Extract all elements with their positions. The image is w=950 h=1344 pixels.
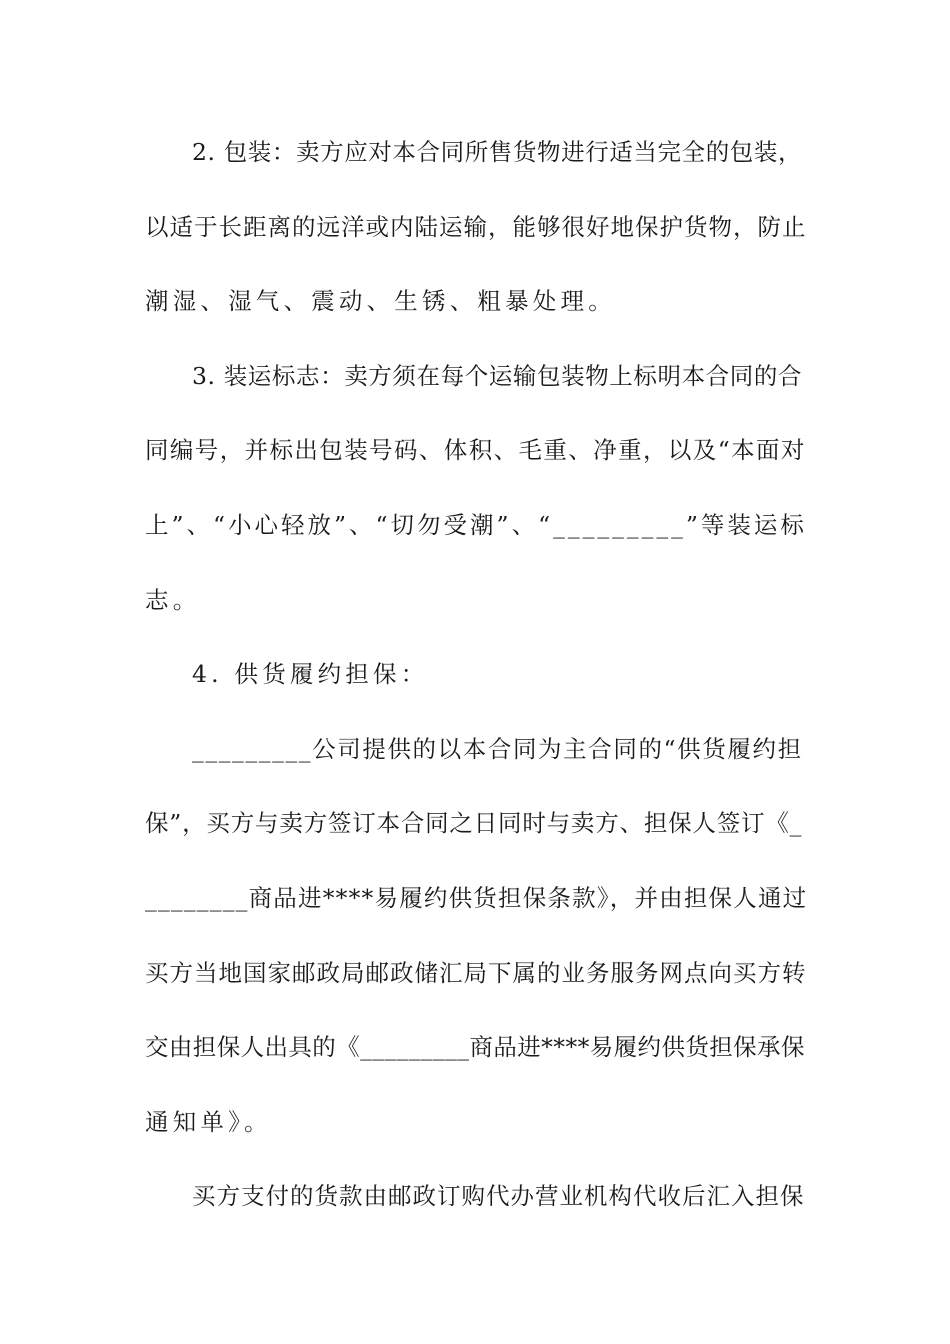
paragraph-line: 4. 供货履约担保：: [192, 660, 429, 689]
paragraph-line: 通知单》。: [145, 1107, 272, 1136]
paragraph-line: 潮湿、湿气、震动、生锈、粗暴处理。: [145, 287, 616, 316]
paragraph-line: 2. 包装：卖方应对本合同所售货物进行适当完全的包装，: [192, 138, 803, 166]
paragraph-line: 买方支付的货款由邮政订购代办营业机构代收后汇入担保: [192, 1182, 805, 1211]
paragraph-line: _________公司提供的以本合同为主合同的“供货履约担: [192, 734, 803, 763]
paragraph-line: 保”，买方与卖方签订本合同之日同时与卖方、担保人签订《_: [145, 809, 803, 838]
paragraph-line: 3. 装运标志：卖方须在每个运输包装物上标明本合同的合: [192, 361, 803, 390]
paragraph-line: 交由担保人出具的《_________商品进****易履约供货担保承保: [145, 1033, 805, 1062]
paragraph-line: 同编号，并标出包装号码、体积、毛重、净重，以及“本面对: [145, 436, 806, 465]
paragraph-line: 买方当地国家邮政局邮政储汇局下属的业务服务网点向买方转: [145, 958, 807, 987]
paragraph-line: 上”、“小心轻放”、“切勿受潮”、“_________”等装运标: [145, 510, 807, 539]
paragraph-line: 志。: [145, 585, 201, 614]
paragraph-line: 以适于长距离的远洋或内陆运输，能够很好地保护货物，防止: [145, 212, 807, 241]
paragraph-line: ________商品进****易履约供货担保条款》，并由担保人通过: [145, 883, 808, 912]
document-page: [145, 128, 807, 1247]
